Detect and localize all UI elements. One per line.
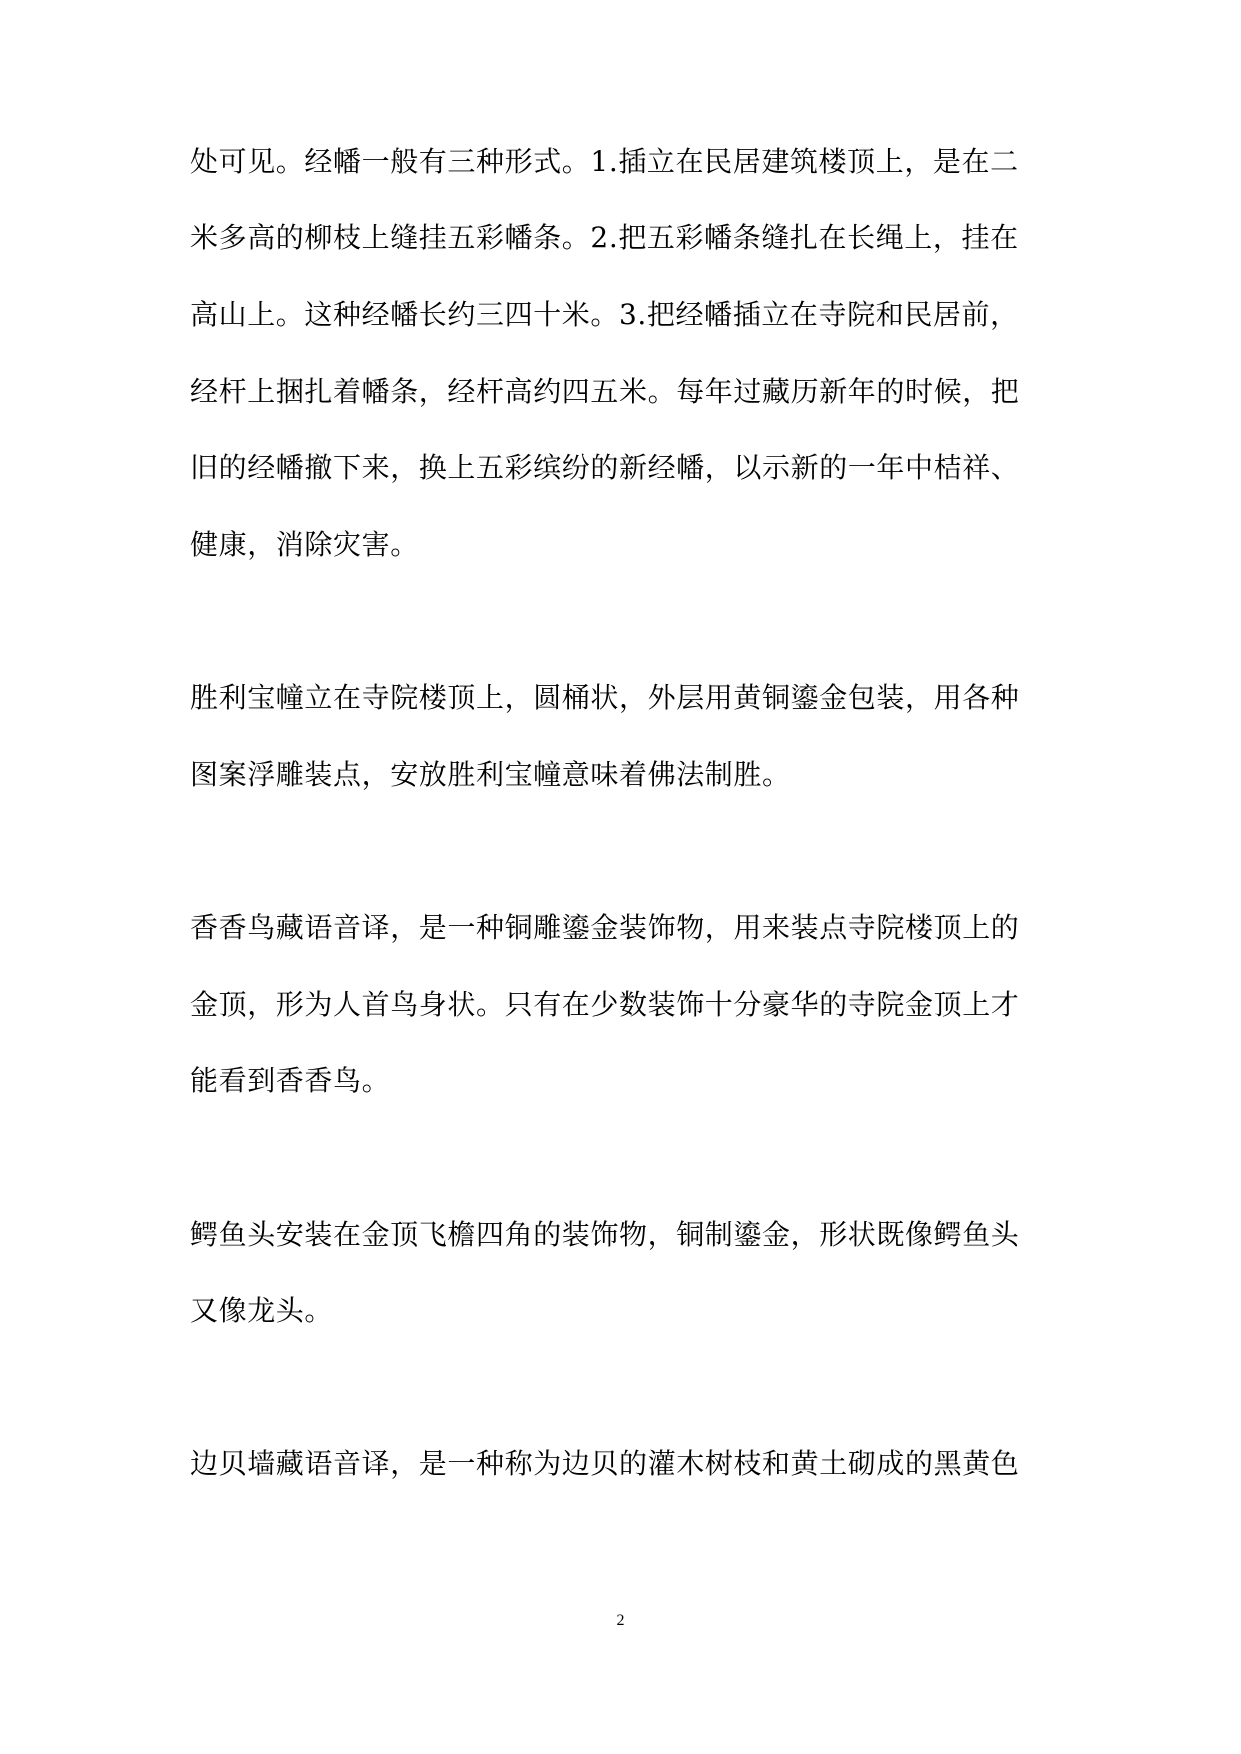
text-line: 旧的经幡撤下来，换上五彩缤纷的新经幡，以示新的一年中桔祥、 (190, 451, 1020, 484)
page-number: 2 (616, 1612, 625, 1629)
text-line: 米多高的柳枝上缝挂五彩幡条。2.把五彩幡条缝扎在长绳上，挂在 (190, 221, 1019, 254)
text-line: 香香鸟藏语音译，是一种铜雕鎏金装饰物，用来装点寺院楼顶上的 (190, 911, 1020, 944)
text-line: 边贝墙藏语音译，是一种称为边贝的灌木树枝和黄土砌成的黑黄色 (190, 1447, 1020, 1480)
text-line: 胜利宝幢立在寺院楼顶上，圆桶状，外层用黄铜鎏金包装，用各种 (190, 681, 1020, 714)
text-line: 金顶，形为人首鸟身状。只有在少数装饰十分豪华的寺院金顶上才 (190, 988, 1020, 1021)
text-line: 高山上。这种经幡长约三四十米。3.把经幡插立在寺院和民居前， (190, 298, 1019, 331)
text-line: 经杆上捆扎着幡条，经杆高约四五米。每年过藏历新年的时候，把 (190, 375, 1020, 408)
text-line: 能看到香香鸟。 (190, 1064, 391, 1097)
text-line: 又像龙头。 (190, 1294, 334, 1327)
text-line: 鳄鱼头安装在金顶飞檐四角的装饰物，铜制鎏金，形状既像鳄鱼头 (190, 1218, 1020, 1251)
text-line: 健康，消除灾害。 (190, 528, 419, 561)
text-line: 处可见。经幡一般有三种形式。1.插立在民居建筑楼顶上，是在二 (190, 145, 1019, 178)
text-line: 图案浮雕装点，安放胜利宝幢意味着佛法制胜。 (190, 758, 791, 791)
